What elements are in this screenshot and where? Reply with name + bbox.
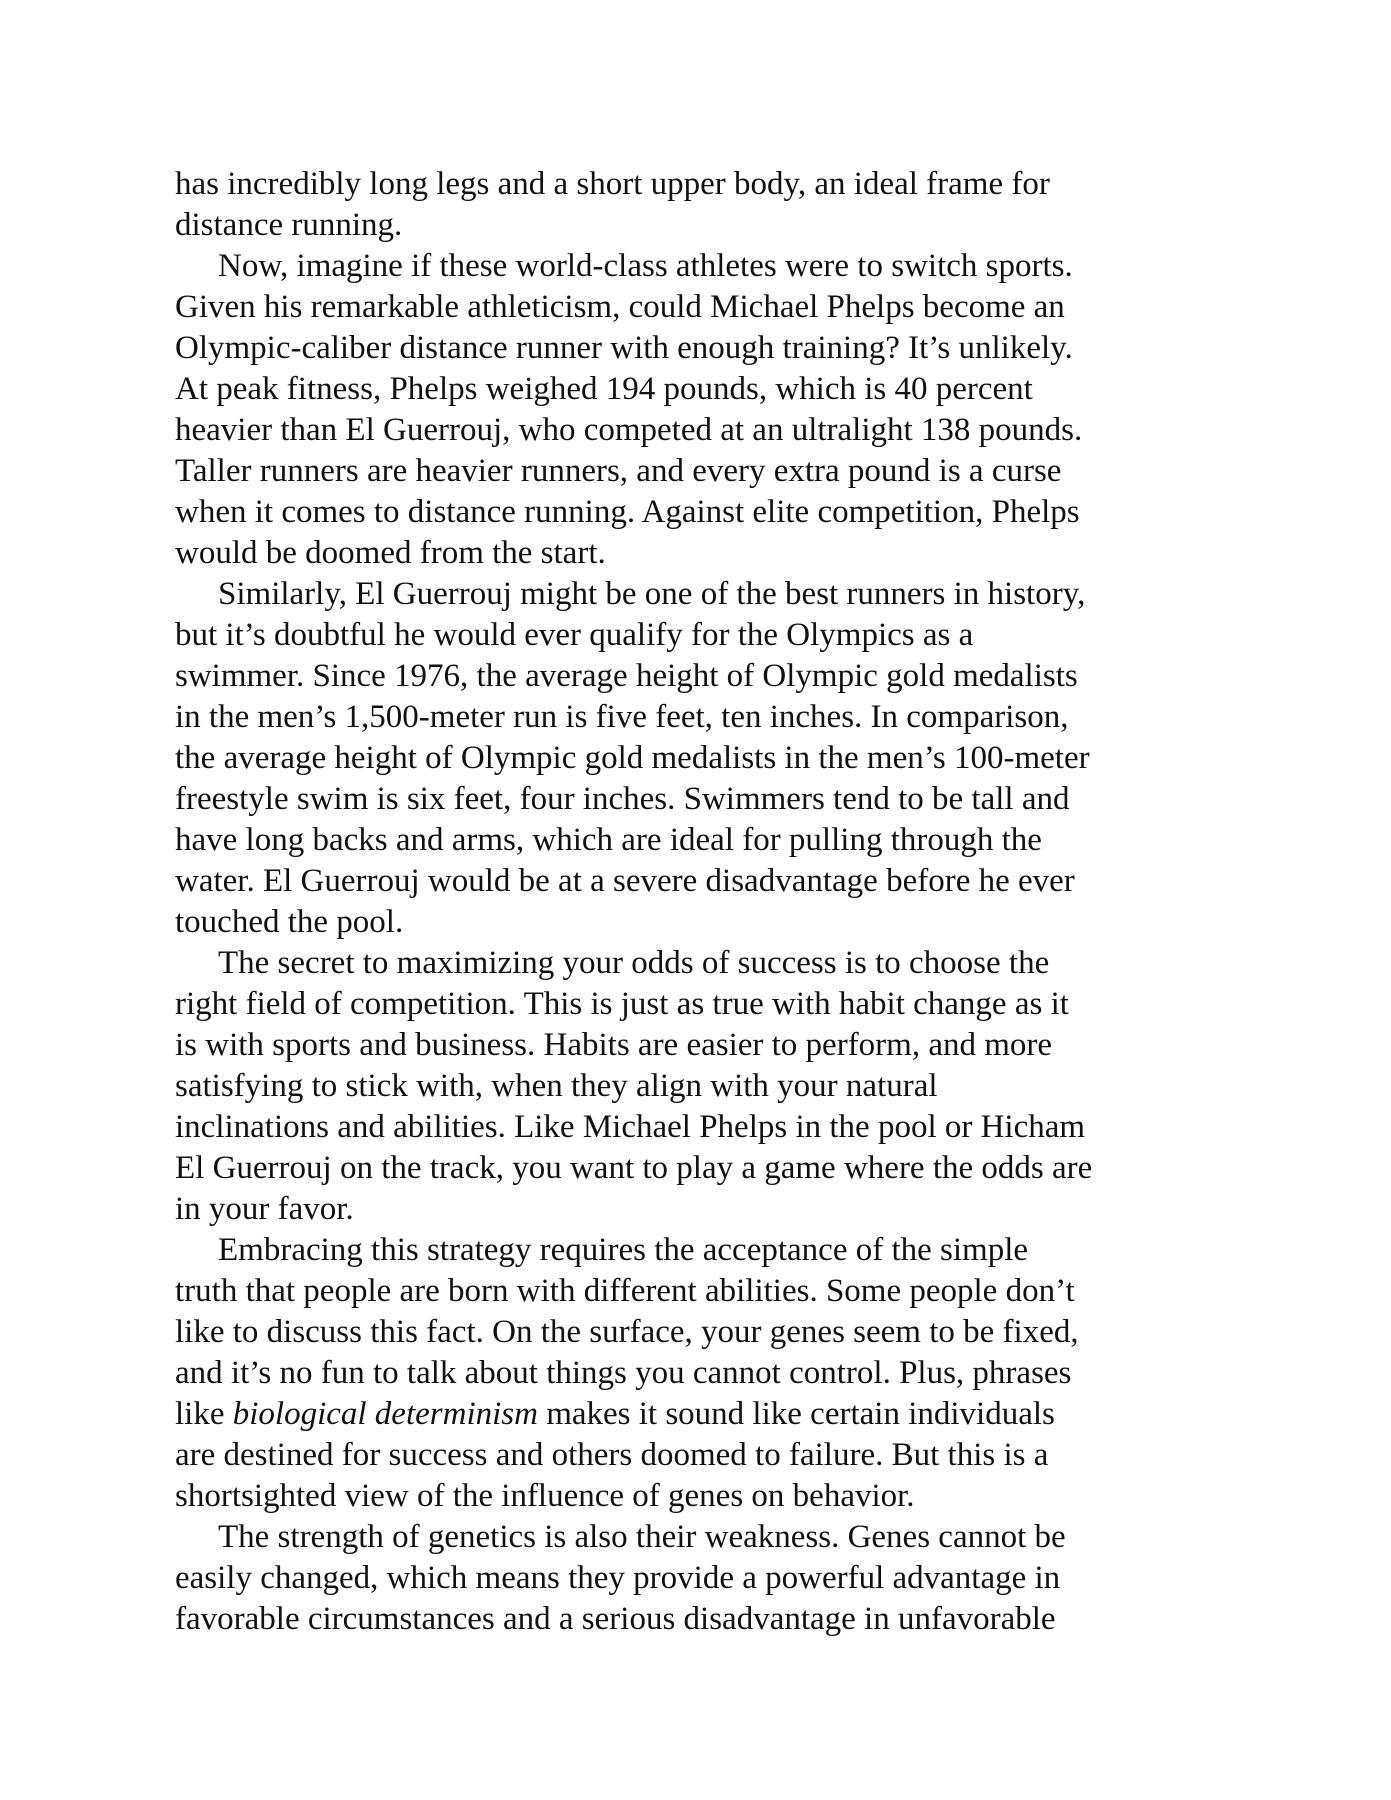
- text-line: touched the pool.: [175, 904, 404, 940]
- text-line: shortsighted view of the influence of genes on behavior.: [175, 1478, 915, 1514]
- text-line: Olympic-caliber distance runner with enough training? It’s unlikely.: [175, 330, 1073, 366]
- text-line: heavier than El Guerrouj, who competed at an ultralight 138 pounds.: [175, 412, 1083, 448]
- text-segment: like: [175, 1396, 233, 1432]
- text-line: water. El Guerrouj would be at a severe disadvantage before he ever: [175, 863, 1075, 899]
- text-line: inclinations and abilities. Like Michael Phelps in the pool or Hicham: [175, 1109, 1086, 1145]
- text-segment: makes it sound like certain individuals: [537, 1396, 1055, 1432]
- text-line: would be doomed from the start.: [175, 535, 606, 571]
- text-line: Similarly, El Guerrouj might be one of the best runners in history,: [218, 576, 1086, 612]
- text-line: Taller runners are heavier runners, and every extra pound is a curse: [175, 453, 1062, 489]
- text-line: have long backs and arms, which are ideal for pulling through the: [175, 822, 1042, 858]
- text-line: when it comes to distance running. Against elite competition, Phelps: [175, 494, 1080, 530]
- text-line: in your favor.: [175, 1191, 354, 1227]
- text-line: has incredibly long legs and a short upper body, an ideal frame for: [175, 166, 1050, 202]
- text-line: distance running.: [175, 207, 403, 243]
- document-page: [175, 164, 1235, 1640]
- text-line: Now, imagine if these world-class athletes were to switch sports.: [218, 248, 1073, 284]
- text-line: El Guerrouj on the track, you want to play a game where the odds are: [175, 1150, 1093, 1186]
- text-line: truth that people are born with different abilities. Some people don’t: [175, 1273, 1075, 1309]
- text-line: The strength of genetics is also their weakness. Genes cannot be: [218, 1519, 1066, 1555]
- text-line: easily changed, which means they provide a powerful advantage in: [175, 1560, 1061, 1596]
- text-line: the average height of Olympic gold medalists in the men’s 100-meter: [175, 740, 1090, 776]
- text-line: are destined for success and others doomed to failure. But this is a: [175, 1437, 1049, 1473]
- text-line: At peak fitness, Phelps weighed 194 pounds, which is 40 percent: [175, 371, 1033, 407]
- text-line: Given his remarkable athleticism, could Michael Phelps become an: [175, 289, 1065, 325]
- text-line: The secret to maximizing your odds of success is to choose the: [218, 945, 1050, 981]
- text-line: and it’s no fun to talk about things you cannot control. Plus, phrases: [175, 1355, 1072, 1391]
- text-line: swimmer. Since 1976, the average height of Olympic gold medalists: [175, 658, 1078, 694]
- text-line: [175, 1394, 1235, 1435]
- text-line: favorable circumstances and a serious disadvantage in unfavorable: [175, 1601, 1056, 1637]
- text-line: right field of competition. This is just as true with habit change as it: [175, 986, 1069, 1022]
- italic-term: biological determinism: [232, 1396, 538, 1432]
- text-line: like to discuss this fact. On the surface, your genes seem to be fixed,: [175, 1314, 1079, 1350]
- text-line: satisfying to stick with, when they align with your natural: [175, 1068, 938, 1104]
- text-line: in the men’s 1,500-meter run is five feet, ten inches. In comparison,: [175, 699, 1069, 735]
- text-line: Embracing this strategy requires the acceptance of the simple: [218, 1232, 1029, 1268]
- text-line: is with sports and business. Habits are easier to perform, and more: [175, 1027, 1053, 1063]
- text-line: but it’s doubtful he would ever qualify for the Olympics as a: [175, 617, 974, 653]
- text-line: freestyle swim is six feet, four inches. Swimmers tend to be tall and: [175, 781, 1070, 817]
